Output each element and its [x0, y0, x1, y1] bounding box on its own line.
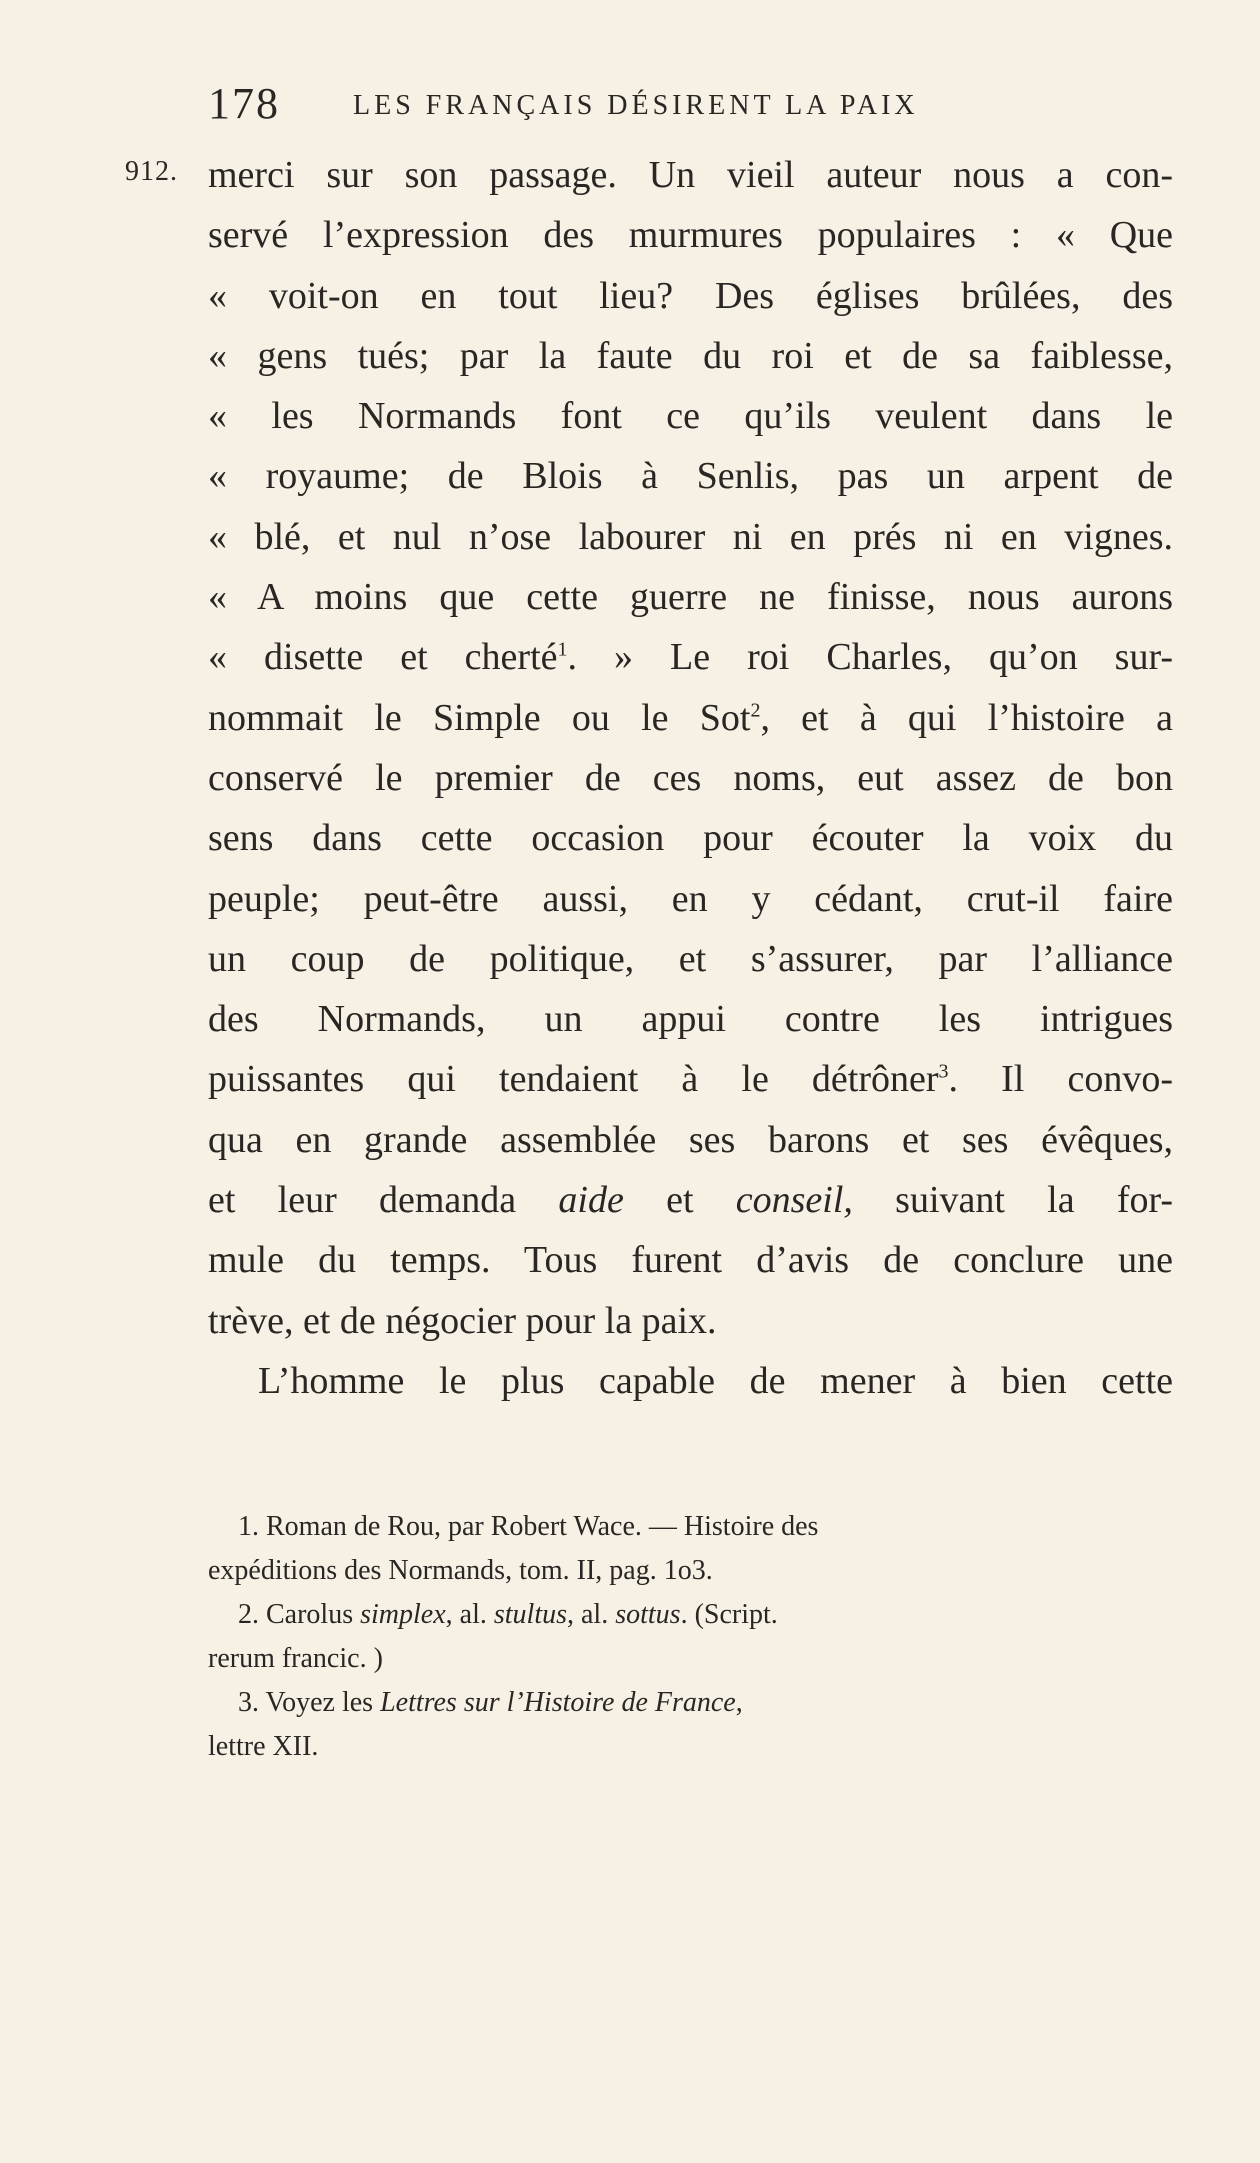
- text-line: « gens tués; par la faute du roi et de sa faiblesse,: [208, 334, 1173, 377]
- text-fragment: , al.: [567, 1599, 609, 1630]
- text-fragment: , et à qui l’histoire a: [760, 696, 1173, 739]
- text-fragment: ,: [735, 1687, 743, 1718]
- text-line: peuple; peut-être aussi, en y cédant, crut-il faire: [208, 877, 1173, 920]
- running-title: LES FRANÇAIS DÉSIRENT LA PAIX: [353, 90, 919, 121]
- footnote-ref-2: 2: [750, 699, 761, 722]
- text-fragment: et: [666, 1179, 694, 1222]
- body-text: [208, 145, 1173, 1411]
- text-fragment: suivant la for-: [895, 1179, 1174, 1222]
- footnote-ref-1: 1: [557, 638, 568, 661]
- text-line: L’homme le plus capable de mener à bien cette: [258, 1359, 1173, 1402]
- text-fragment: , al.: [445, 1599, 487, 1630]
- text-line: [208, 1170, 1173, 1230]
- text-line: « A moins que cette guerre ne finisse, nous aurons: [208, 576, 1173, 619]
- italic-term: sottus: [615, 1599, 681, 1630]
- text-fragment: « disette et cherté: [208, 636, 558, 679]
- footnote-2-cont: rerum francic. ): [208, 1643, 383, 1674]
- text-line: mule du temps. Tous furent d’avis de conclure une: [208, 1239, 1173, 1282]
- text-line: [208, 1049, 1173, 1109]
- text-fragment: et leur demanda: [208, 1179, 517, 1222]
- page-header: [208, 80, 1008, 128]
- text-fragment: . » Le roi Charles, qu’on sur-: [567, 636, 1173, 679]
- text-line: servé l’expression des murmures populaires : « Que: [208, 214, 1173, 257]
- text-fragment: puissantes qui tendaient à le détrôner: [208, 1058, 939, 1101]
- margin-year: 912.: [125, 156, 178, 187]
- text-line: sens dans cette occasion pour écouter la voix du: [208, 817, 1173, 860]
- text-line: qua en grande assemblée ses barons et ses évêques,: [208, 1118, 1173, 1161]
- text-line: [208, 627, 1173, 687]
- footnote-3: [208, 1681, 1173, 1725]
- text-line: « royaume; de Blois à Senlis, pas un arpent de: [208, 455, 1173, 498]
- text-line: « les Normands font ce qu’ils veulent dans le: [208, 395, 1173, 438]
- footnote-3-cont: lettre XII.: [208, 1731, 319, 1762]
- text-line: conservé le premier de ces noms, eut assez de bon: [208, 756, 1173, 799]
- footnotes: [208, 1505, 1173, 1769]
- text-fragment: . (Script.: [680, 1599, 778, 1630]
- text-line: des Normands, un appui contre les intrigues: [208, 998, 1173, 1041]
- text-fragment: . Il convo-: [948, 1058, 1174, 1101]
- text-line: [208, 688, 1173, 748]
- text-line: merci sur son passage. Un vieil auteur nous a con-: [208, 154, 1173, 196]
- text-fragment: 2. Carolus: [238, 1599, 354, 1630]
- text-line: un coup de politique, et s’assurer, par l’alliance: [208, 937, 1173, 980]
- italic-term-aide: aide: [558, 1179, 624, 1222]
- italic-title: Lettres sur l’Histoire de France: [380, 1687, 736, 1718]
- text-fragment: 3. Voyez les: [238, 1687, 374, 1718]
- footnote-1-cont: expéditions des Normands, tom. II, pag. 1o3.: [208, 1555, 713, 1586]
- footnote-ref-3: 3: [938, 1060, 949, 1083]
- italic-term: stultus: [493, 1599, 567, 1630]
- text-line: « voit-on en tout lieu? Des églises brûlées, des: [208, 274, 1173, 317]
- page-number: 178: [208, 79, 280, 128]
- italic-term: simplex: [360, 1599, 446, 1630]
- text-fragment: nommait le Simple ou le Sot: [208, 696, 751, 739]
- text-line: trève, et de négocier pour la paix.: [208, 1299, 717, 1342]
- footnote-1: 1. Roman de Rou, par Robert Wace. — Histoire des: [238, 1511, 819, 1542]
- text-line: « blé, et nul n’ose labourer ni en prés ni en vignes.: [208, 515, 1173, 558]
- italic-term-conseil: conseil,: [735, 1179, 853, 1222]
- footnote-2: [208, 1593, 1173, 1637]
